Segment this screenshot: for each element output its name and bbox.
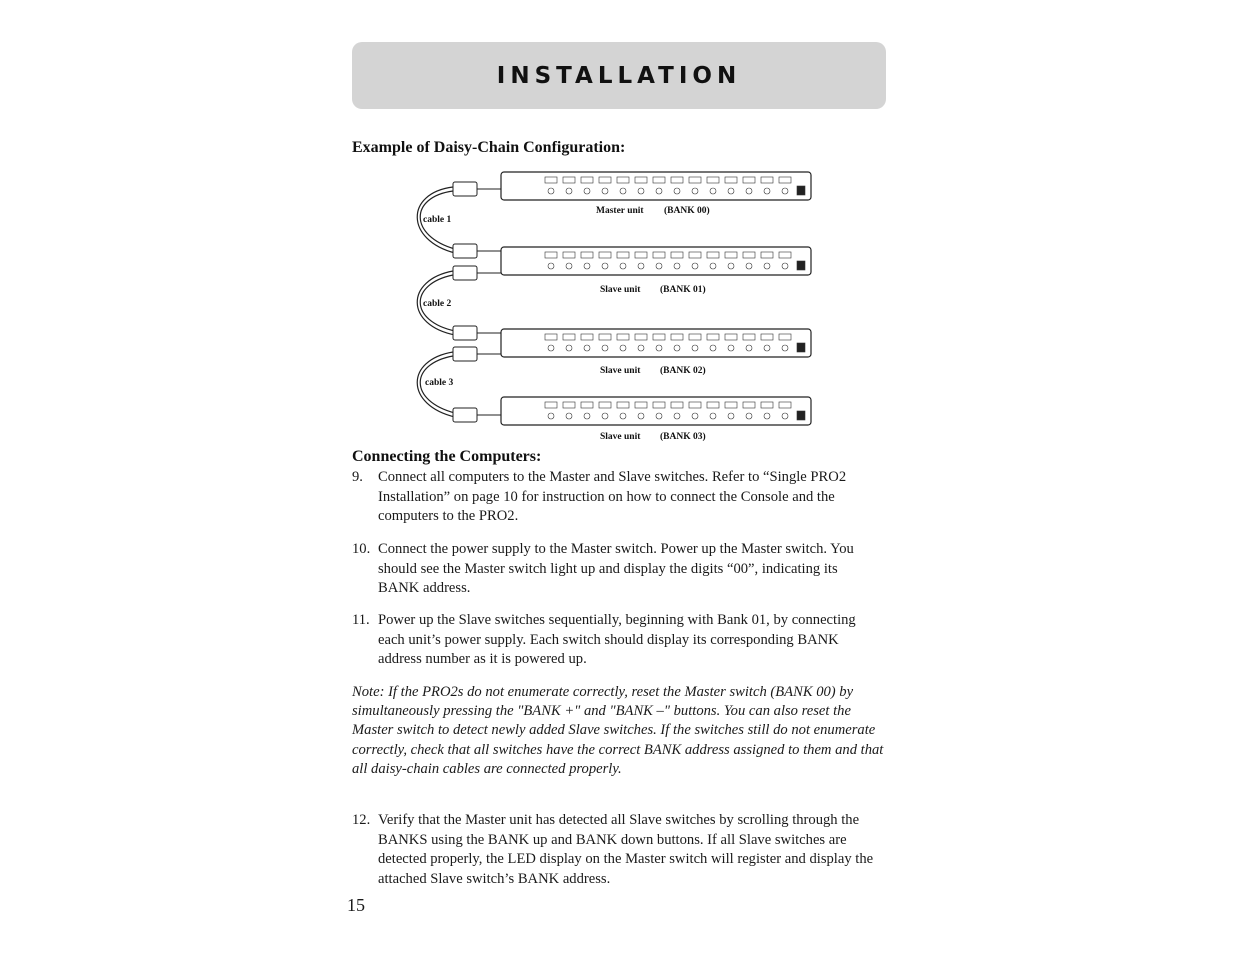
unit-2-role: Slave unit	[600, 366, 641, 376]
header-bar	[352, 42, 886, 109]
step-10	[352, 540, 882, 599]
unit-0-bank: (BANK 00)	[664, 206, 710, 216]
power-port-icon	[797, 343, 805, 352]
unit-2-bank: (BANK 02)	[660, 366, 706, 376]
unit-0-role: Master unit	[596, 206, 644, 216]
slave-unit-2	[501, 329, 811, 357]
step-9-text: Connect all computers to the Master and Slave switches. Refer to “Single PRO2 Installation” on page 10 for instruction on how to connect the Console and the computers to the PRO2.	[378, 469, 847, 524]
unit-3-bank: (BANK 03)	[660, 432, 706, 442]
step-12-text: Verify that the Master unit has detected all Slave switches by scrolling through the BANKS using the BANK up and BANK down buttons. If all Slave switches are detected properly, the LED display on the Master switch will register and display the attached Slave switch’s BANK address.	[378, 812, 874, 887]
connecting-heading: Connecting the Computers:	[352, 448, 542, 465]
cable-1-label: cable 1	[423, 215, 452, 225]
step-10-number: 10.	[352, 541, 371, 557]
step-9	[352, 468, 882, 527]
step-10-text: Connect the power supply to the Master switch. Power up the Master switch. You should see the Master switch light up and display the digits “00”, indicating its BANK address.	[378, 541, 854, 596]
daisy-chain-heading: Example of Daisy-Chain Configuration:	[352, 139, 626, 156]
daisy-chain-diagram	[395, 165, 825, 447]
unit-1-role: Slave unit	[600, 285, 641, 295]
unit-1-bank: (BANK 01)	[660, 285, 706, 295]
power-port-icon	[797, 186, 805, 195]
cable-2-label: cable 2	[423, 299, 452, 309]
step-11	[352, 611, 882, 670]
step-11-text: Power up the Slave switches sequentially, beginning with Bank 01, by connecting each unit’s power supply. Each switch should display its corresponding BANK address number as it is powered up.	[378, 612, 856, 667]
slave-unit-1	[501, 247, 811, 275]
page-number: 15	[347, 895, 365, 915]
step-11-number: 11.	[352, 612, 370, 628]
step-9-number: 9.	[352, 469, 363, 485]
slave-unit-3	[501, 397, 811, 425]
note-text: Note: If the PRO2s do not enumerate correctly, reset the Master switch (BANK 00) by simultaneously pressing the "BANK +" and "BANK –" buttons. You can also reset the Master switch to detect newly added Slave switches. If the switches still do not enumerate correctly, check that all switches have the correct BANK address assigned to them and that all daisy-chain cables are connected properly.	[352, 684, 884, 777]
unit-3-role: Slave unit	[600, 432, 641, 442]
power-port-icon	[797, 261, 805, 270]
step-12	[352, 811, 882, 889]
cable-3-label: cable 3	[425, 378, 454, 388]
step-12-number: 12.	[352, 812, 371, 828]
master-unit	[501, 172, 811, 200]
page-title: INSTALLATION	[496, 62, 742, 89]
power-port-icon	[797, 411, 805, 420]
